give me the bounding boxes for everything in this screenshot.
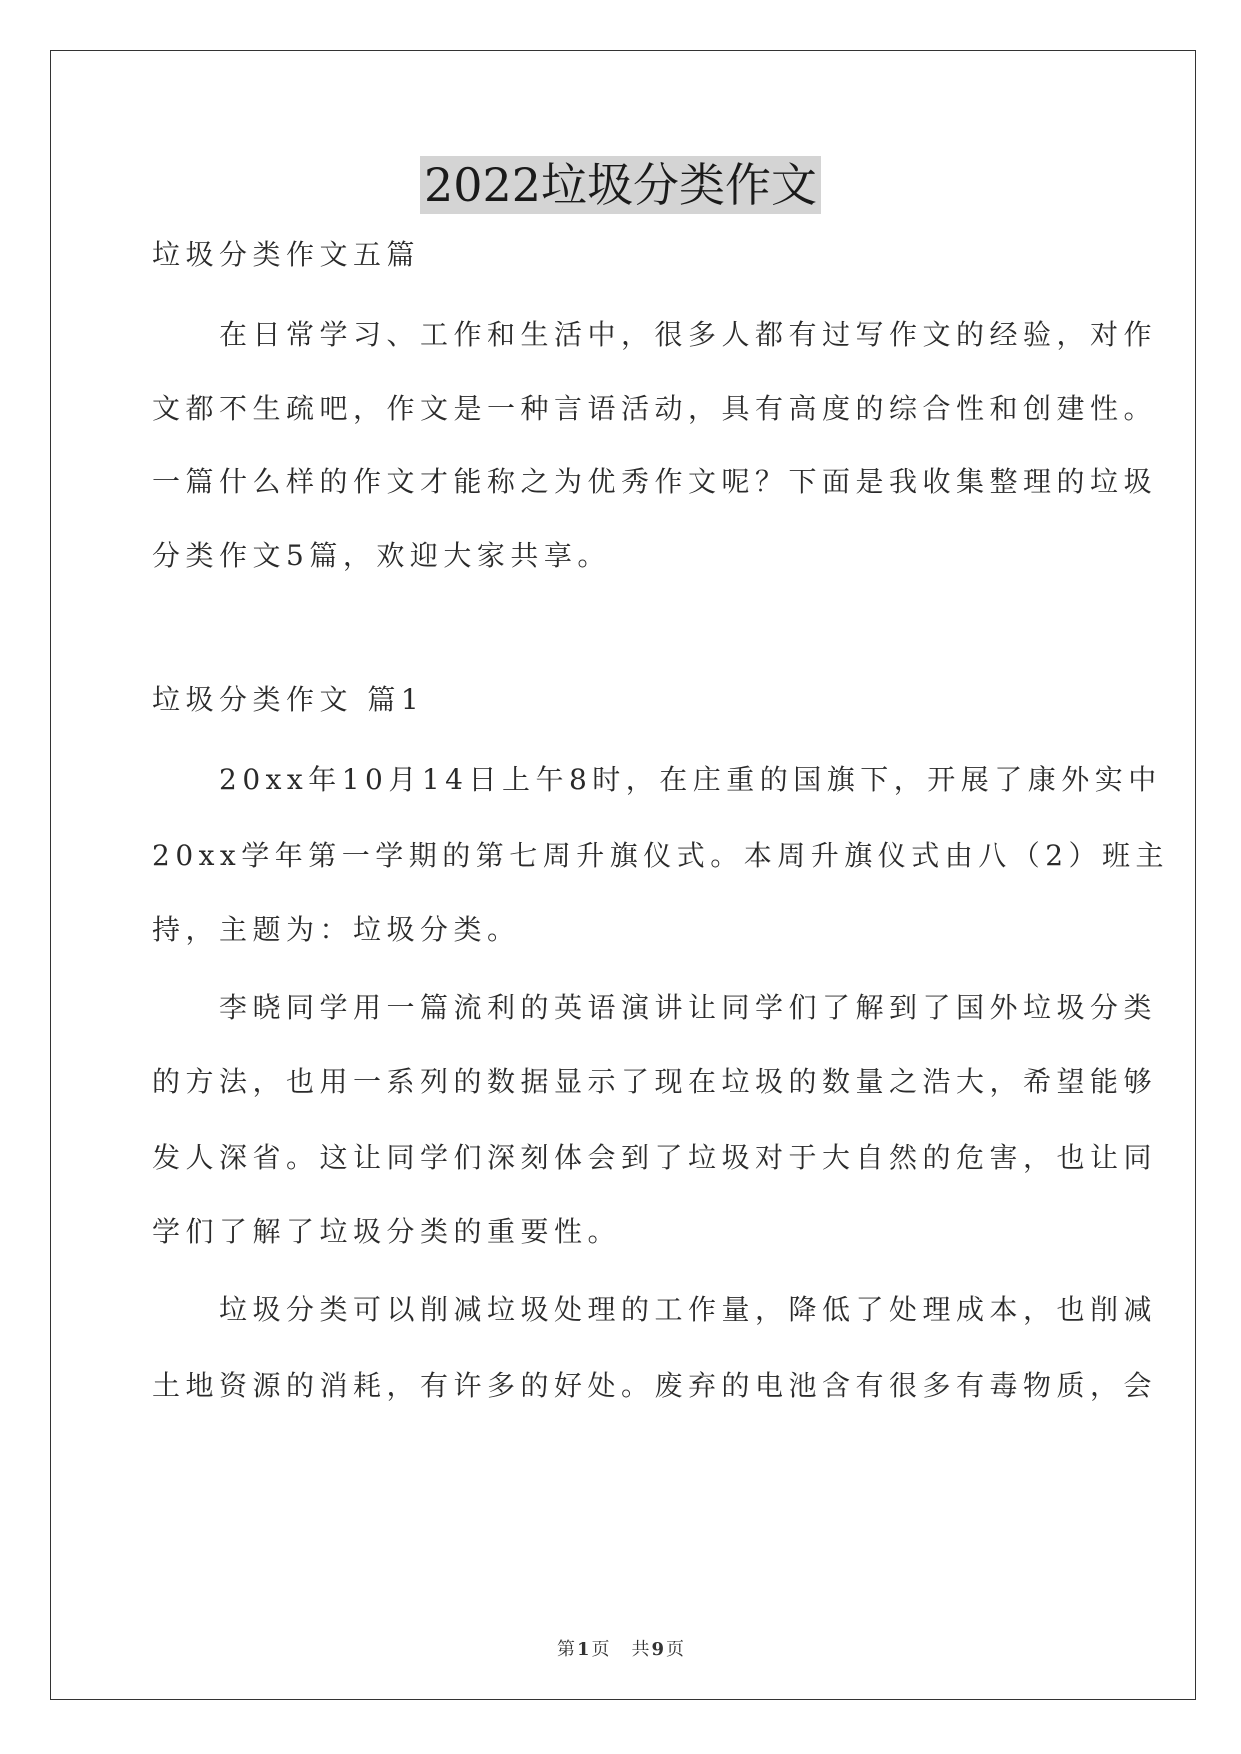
- total-page-number: 9: [651, 1639, 665, 1660]
- current-page-number: 1: [576, 1639, 590, 1660]
- body-line: 发人深省。这让同学们深刻体会到了垃圾对于大自然的危害，也让同: [152, 1141, 1158, 1174]
- body-line: 持，主题为：垃圾分类。: [152, 913, 521, 946]
- body-line: 垃圾分类可以削减垃圾处理的工作量，降低了处理成本，也削减: [152, 1293, 1158, 1326]
- body-line: 20xx学年第一学期的第七周升旗仪式。本周升旗仪式由八（2）班主: [152, 839, 1170, 872]
- body-line: 20xx年10月14日上午8时，在庄重的国旗下，开展了康外实中: [152, 763, 1162, 796]
- body-line: 土地资源的消耗，有许多的好处。废弃的电池含有很多有毒物质，会: [152, 1369, 1158, 1402]
- page-suffix: 页: [591, 1639, 610, 1660]
- body-line: 学们了解了垃圾分类的重要性。: [152, 1215, 622, 1248]
- total-suffix: 页: [666, 1639, 685, 1660]
- body-line: 分类作文5篇，欢迎大家共享。: [152, 539, 611, 572]
- body-line: 文都不生疏吧，作文是一种言语活动，具有高度的综合性和创建性。: [152, 392, 1158, 425]
- body-line: 一篇什么样的作文才能称之为优秀作文呢？下面是我收集整理的垃圾: [152, 465, 1158, 498]
- document-title-text: 2022垃圾分类作文: [420, 156, 821, 214]
- body-line: 的方法，也用一系列的数据显示了现在垃圾的数量之浩大，希望能够: [152, 1065, 1158, 1098]
- page-prefix: 第: [556, 1639, 575, 1660]
- page-footer: [0, 1635, 1241, 1661]
- body-line: 垃圾分类作文 篇1: [152, 683, 425, 716]
- total-prefix: 共: [631, 1639, 650, 1660]
- body-line: 李晓同学用一篇流利的英语演讲让同学们了解到了国外垃圾分类: [152, 991, 1158, 1024]
- body-line: 垃圾分类作文五篇: [152, 238, 421, 271]
- document-title: [0, 155, 1241, 215]
- body-line: 在日常学习、工作和生活中，很多人都有过写作文的经验，对作: [152, 318, 1158, 351]
